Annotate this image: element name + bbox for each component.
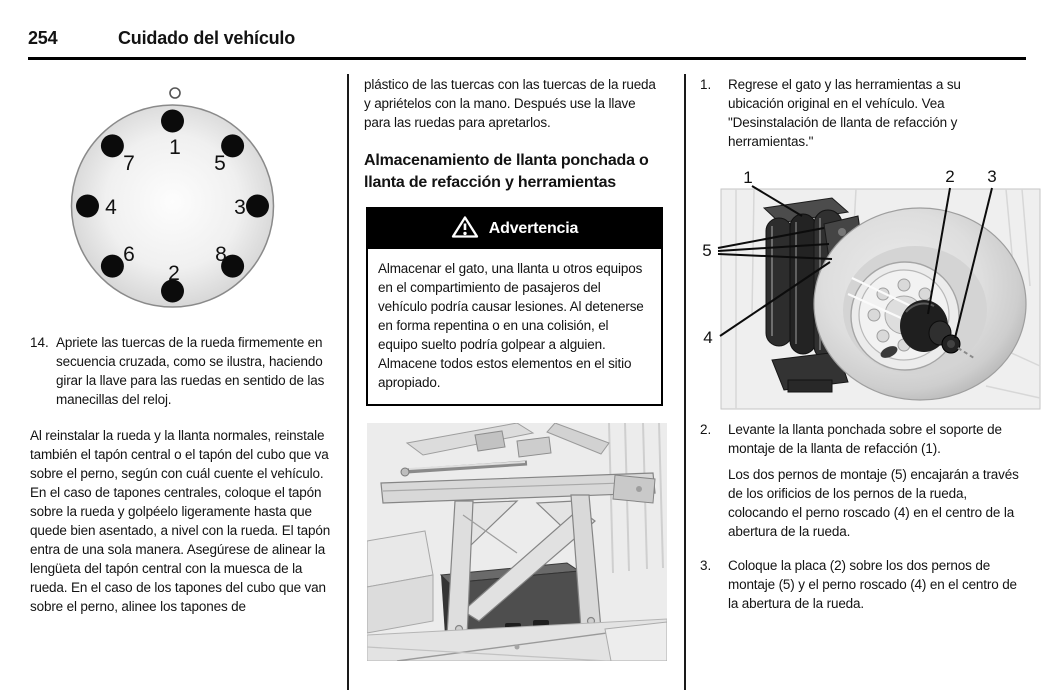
- step-1: [700, 75, 1034, 151]
- lug-number-3: 3: [234, 196, 246, 219]
- lug-number-7: 7: [123, 152, 135, 175]
- step-text: Regrese el gato y las herramientas a su ubicación original en el vehículo. Vea "Desinstalación de llanta de refacción y herramientas.": [728, 77, 961, 149]
- left-box: [367, 531, 433, 633]
- lug-number-6: 6: [123, 243, 135, 266]
- warning-box: [366, 207, 663, 406]
- jack-stowage-figure: [367, 423, 667, 661]
- list-item-number: 14.: [30, 335, 49, 350]
- step-number: 3.: [700, 558, 712, 573]
- step-text: Coloque la placa (2) sobre los dos pernos de montaje (5) y el perno roscado (4) en el centro de la abertura de la rueda.: [728, 558, 1017, 611]
- column-divider-right: [684, 74, 686, 690]
- lug-number-1: 1: [169, 136, 181, 159]
- header-rule: [28, 57, 1026, 60]
- lug-sequence-diagram: [28, 80, 328, 335]
- warning-title: Advertencia: [488, 220, 579, 237]
- step-text: Levante la llanta ponchada sobre el soporte de montaje de la llanta de refacción (1).: [728, 422, 1002, 456]
- lug-number-4: 4: [105, 196, 117, 219]
- section-title: Cuidado del vehículo: [118, 28, 296, 48]
- step-3: [700, 556, 1034, 613]
- lug-number-8: 8: [215, 243, 227, 266]
- callout-5: 5: [702, 241, 712, 260]
- page-number: 254: [28, 28, 58, 48]
- warning-body: Almacenar el gato, una llanta u otros equipos en el compartimiento de pasajeros del vehículo podría causar lesiones. Al detenerse en forma repentina o en una colisión, el equipo suelto podría golpear a alguien. Almacene todos estos elementos en el sitio apropiado.: [378, 261, 644, 390]
- step-2: [700, 420, 1034, 458]
- lug-number-5: 5: [214, 152, 226, 175]
- callout-4: 4: [703, 328, 713, 347]
- list-item-14: [30, 333, 336, 409]
- list-item-text: Apriete las tuercas de la rueda firmemente en secuencia cruzada, como se ilustra, haciendo girar la llave para las ruedas en sentido de las manecillas del reloj.: [56, 335, 325, 407]
- middle-paragraph: plástico de las tuercas con las tuercas de la rueda y apriételos con la mano. Después use la llave para las ruedas para apretarlos.: [364, 77, 656, 130]
- valve-stem-marker: [170, 88, 180, 98]
- warning-header: [368, 209, 661, 249]
- column-divider-left: [347, 74, 349, 690]
- lug-number-2: 2: [168, 262, 180, 285]
- section-heading: Almacenamiento de llanta ponchada o llanta de refacción y herramientas: [364, 152, 649, 191]
- callout-3: 3: [987, 167, 997, 186]
- step-number: 2.: [700, 422, 712, 437]
- callout-1: 1: [743, 168, 753, 187]
- left-paragraph: Al reinstalar la rueda y la llanta normales, reinstale también el tapón central o el tapón del cubo que va sobre el perno, según con cuál cuente el vehículo. En el caso de tapones centrales, coloque el tapón sobre la rueda y golpéelo ligeramente hasta que quede bien asentado, a nivel con la rueda. El tapón entra de una sola manera. Asegúrese de alinear la lengüeta del tapón central con la muesca de la rueda. En el caso de los tapones del cubo que van sobre el perno, alinee los tapones de: [30, 428, 331, 614]
- step-number: 1.: [700, 77, 712, 92]
- warning-triangle-icon: [451, 215, 479, 244]
- callout-2: 2: [945, 167, 955, 186]
- step-2-subtext: Los dos pernos de montaje (5) encajarán a través de los orificios de los pernos de la rueda, colocando el perno roscado (4) en el centro de la abertura de la rueda.: [728, 467, 1019, 539]
- spare-tire-mount-figure: [696, 166, 1042, 412]
